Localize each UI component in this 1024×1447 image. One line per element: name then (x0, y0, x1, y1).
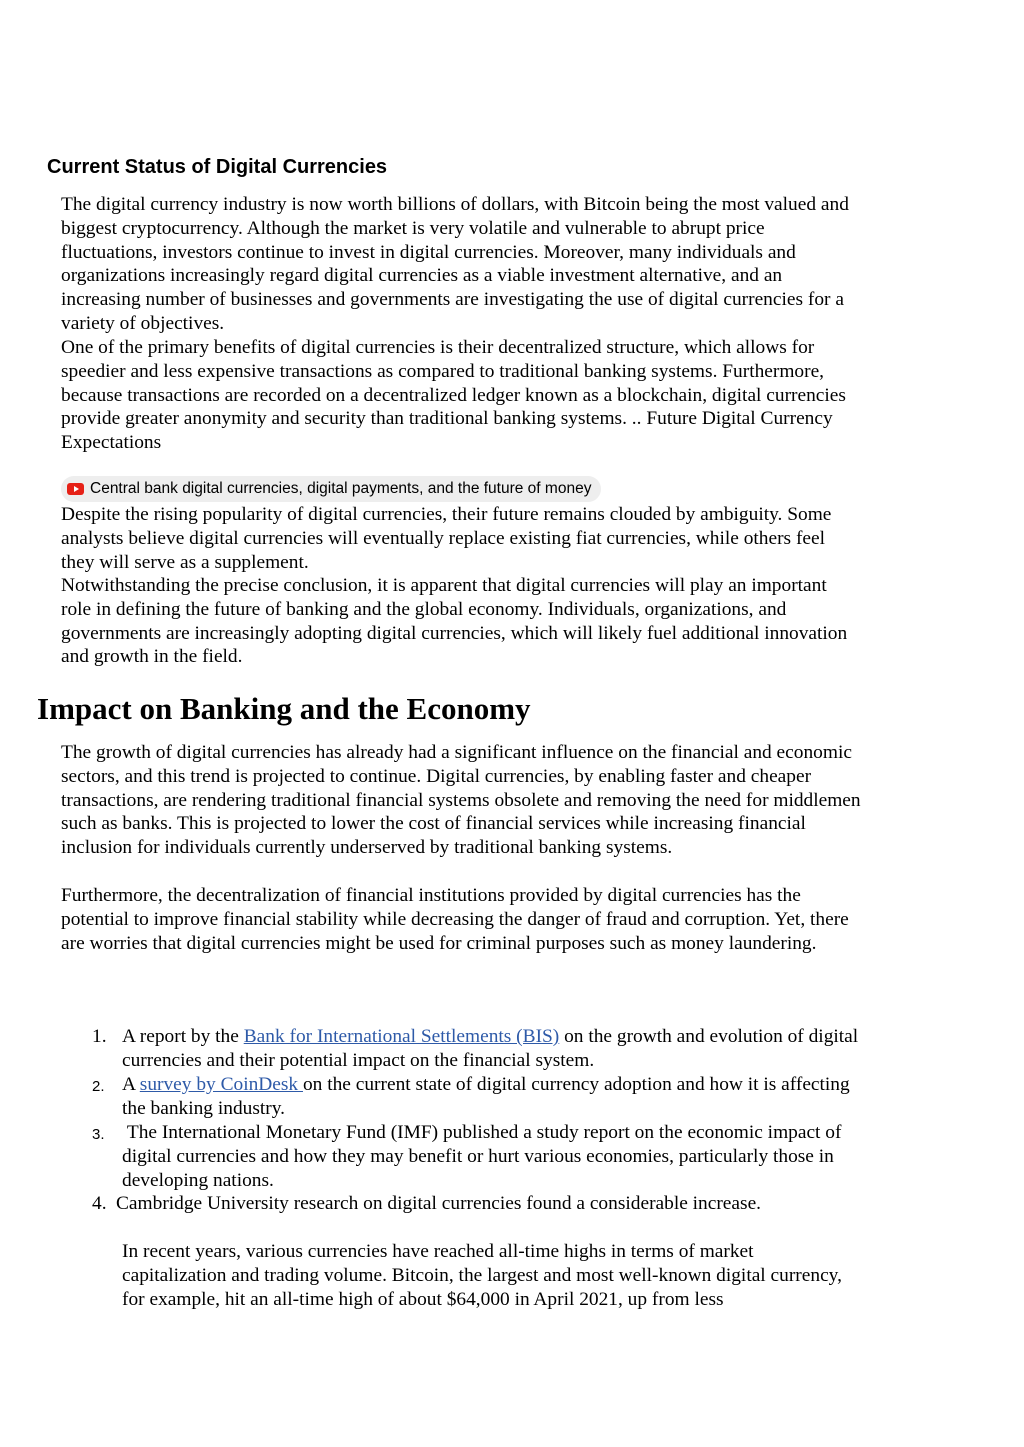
paragraph-notwithstanding: Notwithstanding the precise conclusion, it is apparent that digital currencies will play an important role in defining the future of banking and the global economy. Individuals, organizations, and governments are increasingly adopting digital currencies, which will likely fuel additional innovation and growth in the field. (61, 575, 848, 668)
paragraph-industry-worth: The digital currency industry is now worth billions of dollars, with Bitcoin being the most valued and biggest cryptocurrency. Although the market is very volatile and vulnerable to abrupt price fluctuations, investors continue to invest in digital currencies. Moreover, many individuals and organizations increasingly regard digital currencies as a viable investment alternative, and an increasing number of businesses and governments are investigating the use of digital currencies for a variety of objectives. (61, 194, 849, 334)
bis-report-link[interactable]: Bank for International Settlements (BIS) (243, 1026, 560, 1047)
list-item: 2. A survey by CoinDesk on the current state of digital currency adoption and how it is affecting the banking industry. (92, 1074, 850, 1119)
list-number: 1. (92, 1026, 107, 1047)
paragraph-future-ambiguity: Despite the rising popularity of digital currencies, their future remains clouded by ambiguity. Some analysts believe digital currencies will eventually replace existing fiat currencies, while others feel they will serve as a supplement. (61, 504, 832, 573)
coindesk-survey-link[interactable]: survey by CoinDesk (139, 1074, 303, 1095)
paragraph-all-time-highs: In recent years, various currencies have reached all-time highs in terms of market capitalization and trading volume. Bitcoin, the largest and most well-known digital currency, for example, hit an all-time high of about $64,000 in April 2021, up from less (122, 1241, 842, 1310)
paragraph-primary-benefits: One of the primary benefits of digital currencies is their decentralized structure, which allows for speedier and less expensive transactions as compared to traditional banking systems. Furthermore, because transactions are recorded on a decentralized ledger known as a blockchain, digital currencies provide greater anonymity and security than traditional banking systems. .. Future Digital Currency Expectations (61, 337, 846, 454)
paragraph-decentralization: Furthermore, the decentralization of financial institutions provided by digital currencies has the potential to improve financial stability while decreasing the danger of fraud and corruption. Yet, there are worries that digital currencies might be used for criminal purposes such as money laundering. (61, 885, 849, 954)
section-heading-impact: Impact on Banking and the Economy (37, 691, 531, 726)
video-link-title[interactable]: Central bank digital currencies, digital payments, and the future of money (90, 480, 592, 497)
list-item: 3. The International Monetary Fund (IMF) published a study report on the economic impact of digital currencies and how they may benefit or hurt various economies, particularly those in developing nations. (92, 1122, 847, 1191)
list-item: 4. Cambridge University research on digital currencies found a considerable increase. (92, 1193, 762, 1214)
list-item: 1. A report by the Bank for International Settlements (BIS) on the growth and evolution of digital currencies and their potential impact on the financial system. (92, 1026, 859, 1071)
list-number: 3. (92, 1126, 105, 1143)
section-heading-current-status: Current Status of Digital Currencies (47, 156, 388, 178)
youtube-play-icon (67, 483, 84, 495)
list-number: 4. (92, 1193, 107, 1214)
paragraph-growth-influence: The growth of digital currencies has already had a significant influence on the financial and economic sectors, and this trend is projected to continue. Digital currencies, by enabling faster and cheaper transactions, are rendering traditional financial systems obsolete and removing the need for middlemen such as banks. This is projected to lower the cost of financial services while increasing financial inclusion for individuals currently underserved by traditional banking systems. (61, 742, 861, 859)
list-number: 2. (92, 1078, 105, 1095)
video-link-chip[interactable] (61, 476, 601, 502)
